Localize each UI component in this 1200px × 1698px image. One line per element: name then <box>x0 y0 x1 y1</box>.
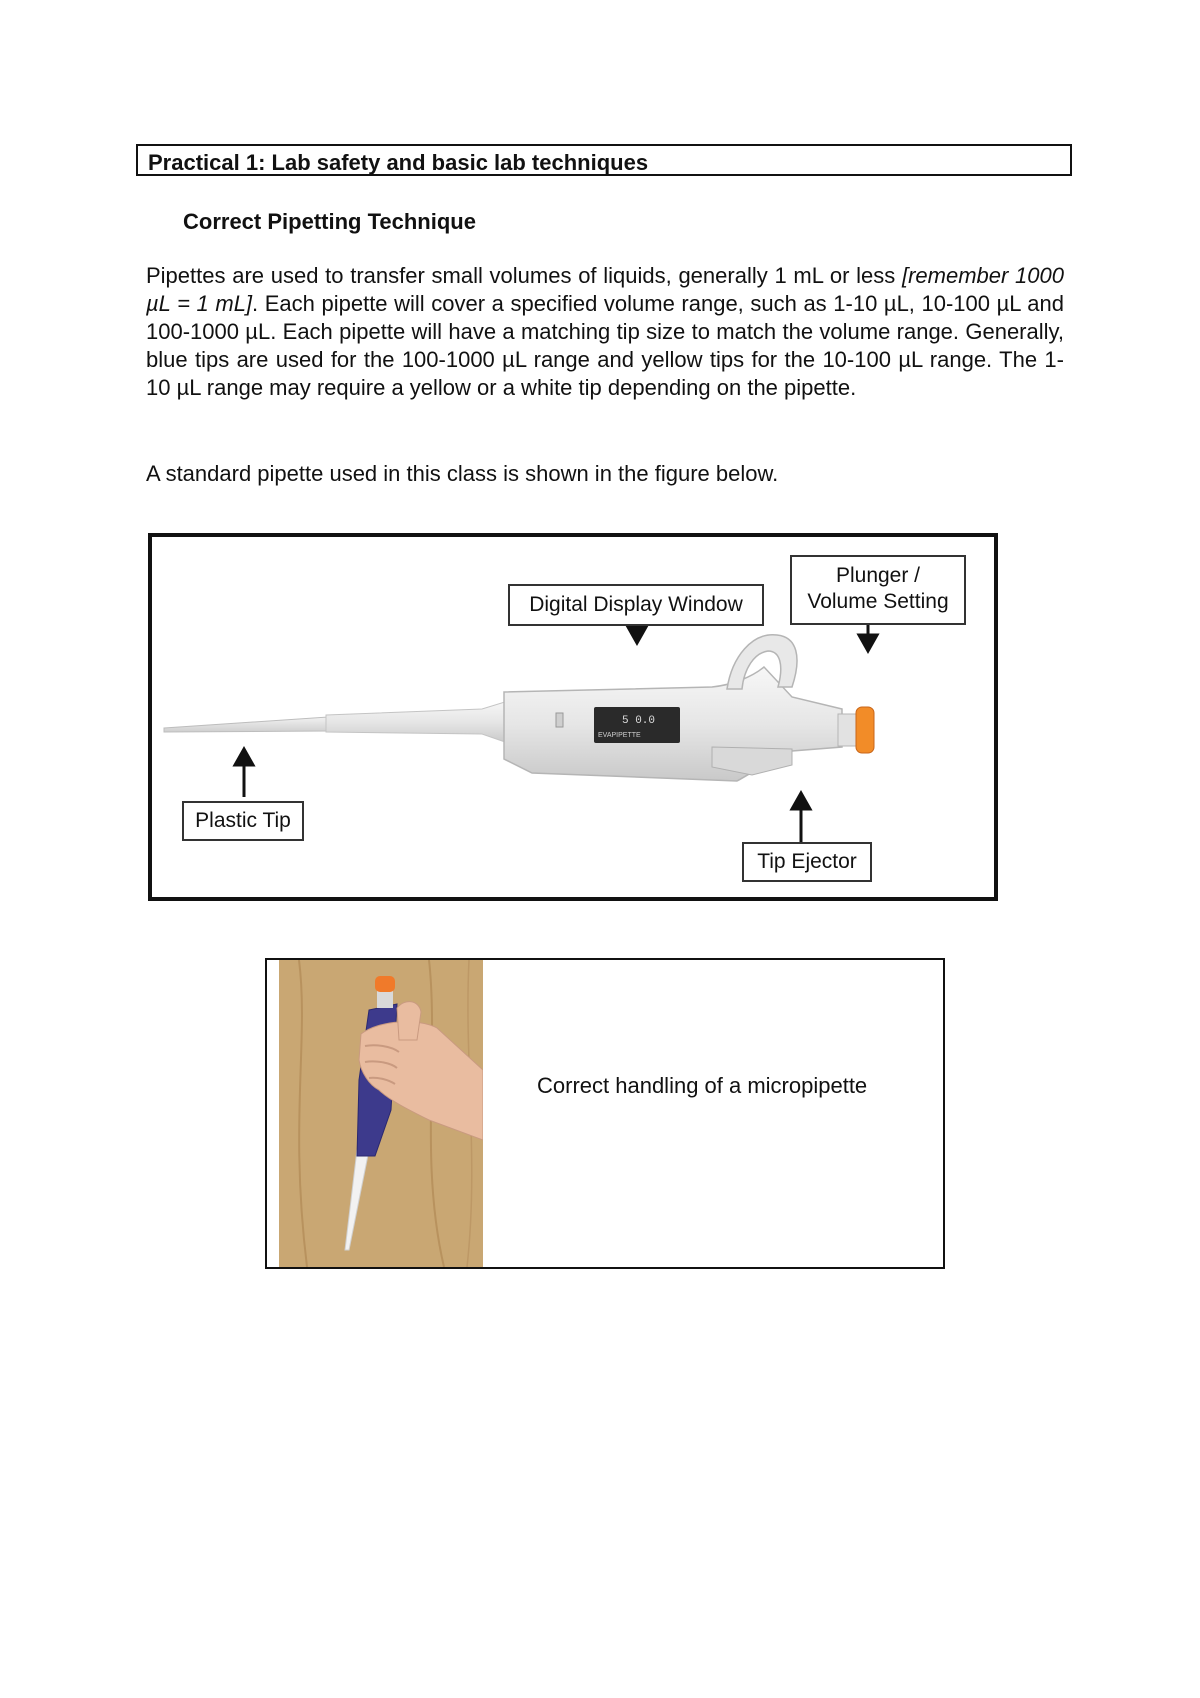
label-digital-display: Digital Display Window <box>508 584 764 626</box>
section-heading: Correct Pipetting Technique <box>183 209 476 234</box>
display-brand: EVAPIPETTE <box>598 732 641 739</box>
pipette-diagram-figure <box>148 533 998 901</box>
figure-lead-text: A standard pipette used in this class is shown in the figure below. <box>146 461 779 486</box>
handling-caption: Correct handling of a micropipette <box>537 1073 868 1098</box>
intro-text-2: . Each pipette will cover a specified volume range, such as 1-10 µL, 10-100 µL and 100-1000 µL. Each pipette will have a matching tip size to match the volume range. Generally, blue tips are used for the 100-1000 µL range and yellow tips for the 10-100 µL range. The 1-10 µL range may require a yellow or a white tip depending on the pipette. <box>146 291 1064 400</box>
label-tip-ejector: Tip Ejector <box>742 842 872 882</box>
page-title: Practical 1: Lab safety and basic lab techniques <box>148 150 649 175</box>
arrow-tip-ejector <box>792 793 810 842</box>
plastic-tip-shape <box>164 717 328 732</box>
intro-paragraph <box>146 262 1064 402</box>
plunger-rod <box>838 714 858 746</box>
body-slot <box>556 713 563 727</box>
display-readout: 5 0.0 <box>622 715 656 727</box>
pipette-shaft <box>326 701 508 743</box>
intro-text-1: Pipettes are used to transfer small volumes of liquids, generally 1 mL or less <box>146 263 902 288</box>
label-plastic-tip: Plastic Tip <box>182 801 304 841</box>
handling-figure <box>265 958 945 1269</box>
plunger-cap <box>856 707 874 753</box>
title-box <box>136 144 1072 176</box>
intro-text-italic: [remember 1000 µL = 1 mL] <box>146 263 1064 316</box>
label-plunger-volume-setting: Plunger / Volume Setting <box>790 555 966 625</box>
hand-holding-pipette-photo <box>279 960 483 1267</box>
arrow-plastic-tip <box>235 749 253 797</box>
